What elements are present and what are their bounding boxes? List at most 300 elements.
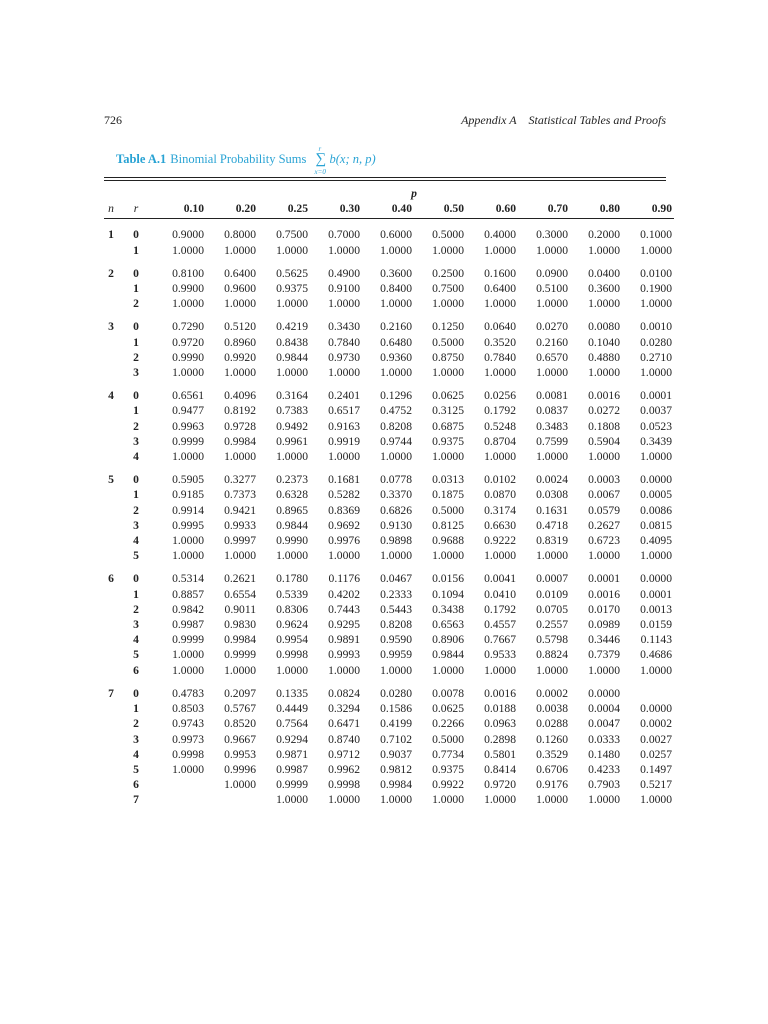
n-cell	[104, 762, 118, 777]
probability-cell: 0.5625	[276, 266, 308, 280]
running-header	[104, 113, 666, 129]
top-rule-double	[104, 180, 666, 181]
n-cell: 5	[108, 473, 114, 487]
r-cell: 7	[133, 793, 139, 807]
probability-cell: 0.1000	[640, 228, 673, 242]
probability-cell: 0.1335	[276, 686, 308, 700]
probability-cell: 0.5801	[484, 747, 516, 761]
r-cell: 0	[133, 228, 139, 242]
probability-cell: 0.3000	[536, 228, 568, 242]
probability-cell: 0.5100	[536, 282, 568, 296]
probability-cell: 0.2333	[380, 587, 412, 601]
probability-cell: 0.2500	[432, 266, 464, 280]
probability-cell: 0.8857	[172, 587, 204, 601]
probability-cell: 0.1600	[484, 266, 516, 280]
probability-cell: 0.4752	[380, 404, 412, 418]
probability-cell: 0.9360	[380, 350, 412, 364]
probability-cell: 0.0007	[536, 572, 568, 586]
r-cell: 4	[133, 747, 139, 761]
probability-cell: 0.6570	[536, 350, 568, 364]
probability-cell: 0.0013	[640, 602, 673, 616]
probability-cell: 0.5767	[224, 702, 256, 716]
probability-cell: 0.3446	[588, 633, 620, 647]
probability-cell: 1.0000	[224, 243, 256, 257]
probability-cell: 0.0001	[588, 572, 620, 586]
probability-cell: 0.6875	[432, 419, 464, 433]
n-cell: 4	[108, 389, 114, 403]
probability-cell: 0.9830	[224, 618, 256, 632]
probability-cell: 0.7443	[328, 602, 360, 616]
p-column-header: 0.60	[495, 202, 516, 216]
r-cell: 4	[133, 633, 139, 647]
probability-cell: 0.9922	[432, 778, 464, 792]
probability-cell: 1.0000	[276, 663, 308, 677]
probability-cell: 0.8704	[484, 434, 516, 448]
probability-cell: 1.0000	[640, 793, 673, 807]
probability-cell: 0.0081	[536, 389, 568, 403]
probability-cell: 0.6000	[380, 228, 412, 242]
probability-cell: 0.3520	[484, 335, 516, 349]
probability-cell: 0.9999	[172, 434, 204, 448]
probability-cell: 0.9844	[276, 350, 308, 364]
probability-cell: 0.9720	[484, 778, 516, 792]
probability-cell: 0.9842	[172, 602, 204, 616]
table-row	[104, 449, 674, 464]
probability-cell: 0.9688	[432, 534, 464, 548]
page-number: 726	[104, 113, 122, 127]
probability-cell: 0.0102	[484, 473, 516, 487]
probability-cell: 1.0000	[484, 297, 516, 311]
probability-cell: 0.1792	[484, 404, 516, 418]
probability-cell: 0.0280	[380, 686, 412, 700]
r-cell: 0	[133, 389, 139, 403]
probability-cell: 0.0523	[640, 419, 673, 433]
probability-cell: 0.1808	[588, 419, 620, 433]
table-row	[104, 792, 674, 807]
n-cell	[104, 792, 118, 807]
r-cell: 5	[133, 549, 139, 563]
r-cell: 2	[133, 350, 139, 364]
probability-cell: 0.2557	[536, 618, 568, 632]
probability-cell: 0.5000	[432, 732, 464, 746]
table-row	[104, 311, 674, 334]
probability-cell: 0.9996	[224, 762, 256, 776]
n-cell	[104, 503, 118, 518]
probability-cell: 0.9100	[328, 282, 360, 296]
probability-cell: 1.0000	[640, 663, 673, 677]
probability-cell: 1.0000	[224, 450, 256, 464]
probability-cell: 0.0400	[588, 266, 620, 280]
r-cell: 1	[133, 335, 139, 349]
probability-cell	[206, 792, 258, 807]
probability-cell: 0.1631	[536, 503, 568, 517]
probability-cell: 0.3294	[328, 702, 360, 716]
table-row	[104, 678, 674, 701]
probability-cell: 0.4449	[276, 702, 308, 716]
n-cell: 2	[108, 266, 114, 280]
probability-cell: 0.7840	[328, 335, 360, 349]
probability-cell: 1.0000	[328, 549, 360, 563]
probability-cell: 1.0000	[536, 663, 568, 677]
probability-cell: 0.3600	[588, 282, 620, 296]
table-caption-text: Binomial Probability Sums	[170, 151, 307, 166]
probability-cell: 0.0002	[640, 717, 673, 731]
probability-cell: 0.8960	[224, 335, 256, 349]
probability-cell: 0.9421	[224, 503, 256, 517]
probability-cell: 0.9998	[328, 778, 360, 792]
probability-cell: 0.0001	[640, 587, 673, 601]
probability-cell: 0.2710	[640, 350, 673, 364]
probability-cell: 1.0000	[588, 297, 620, 311]
probability-cell: 1.0000	[380, 297, 412, 311]
probability-cell: 0.9600	[224, 282, 256, 296]
probability-cell: 0.4095	[640, 534, 673, 548]
probability-cell: 0.7383	[276, 404, 308, 418]
probability-cell: 0.0824	[328, 686, 360, 700]
probability-cell: 1.0000	[536, 366, 568, 380]
probability-cell: 0.4096	[224, 389, 256, 403]
probability-cell: 0.4686	[640, 648, 673, 662]
r-cell: 2	[133, 419, 139, 433]
probability-cell: 0.9744	[380, 434, 412, 448]
r-cell: 6	[133, 778, 139, 792]
probability-cell: 0.3439	[640, 434, 673, 448]
table-caption	[116, 145, 376, 181]
probability-cell: 0.0870	[484, 488, 516, 502]
probability-cell: 0.0067	[588, 488, 620, 502]
n-cell	[104, 296, 118, 311]
table-row	[104, 258, 674, 281]
probability-cell: 0.9130	[380, 518, 412, 532]
probability-cell: 0.2160	[536, 335, 568, 349]
probability-cell: 0.9176	[536, 778, 568, 792]
table-row	[104, 602, 674, 617]
table-row	[104, 701, 674, 716]
probability-cell: 0.9961	[276, 434, 308, 448]
probability-cell: 0.9477	[172, 404, 204, 418]
probability-cell: 0.9720	[172, 335, 204, 349]
r-cell: 5	[133, 648, 139, 662]
probability-cell: 1.0000	[328, 297, 360, 311]
table-row	[104, 548, 674, 563]
probability-cell: 1.0000	[172, 663, 204, 677]
probability-cell: 1.0000	[380, 243, 412, 257]
probability-cell: 0.6826	[380, 503, 412, 517]
probability-cell: 1.0000	[484, 793, 516, 807]
running-title	[461, 113, 666, 128]
r-cell: 3	[133, 518, 139, 532]
probability-cell: 1.0000	[588, 450, 620, 464]
table-row	[104, 380, 674, 403]
r-cell: 3	[133, 732, 139, 746]
probability-cell: 0.9692	[328, 518, 360, 532]
probability-cell: 1.0000	[640, 549, 673, 563]
probability-cell: 0.0625	[432, 702, 464, 716]
probability-cell: 0.0080	[588, 320, 620, 334]
r-cell: 2	[133, 297, 139, 311]
probability-cell: 1.0000	[224, 663, 256, 677]
probability-cell: 0.2898	[484, 732, 516, 746]
probability-cell: 0.9973	[172, 732, 204, 746]
r-cell: 4	[133, 534, 139, 548]
probability-cell: 1.0000	[172, 648, 204, 662]
probability-cell: 1.0000	[172, 366, 204, 380]
probability-cell: 0.0109	[536, 587, 568, 601]
probability-cell: 0.4783	[172, 686, 204, 700]
table-row	[104, 219, 674, 243]
probability-cell: 0.9987	[172, 618, 204, 632]
r-cell: 1	[133, 702, 139, 716]
probability-cell: 0.0313	[432, 473, 464, 487]
probability-cell: 0.0100	[640, 266, 673, 280]
running-title-section: Statistical Tables and Proofs	[528, 113, 666, 127]
r-cell: 3	[133, 434, 139, 448]
probability-cell: 0.8125	[432, 518, 464, 532]
summation-function: b(x; n, p)	[329, 151, 376, 166]
probability-cell: 0.9898	[380, 534, 412, 548]
probability-cell: 0.9990	[172, 350, 204, 364]
probability-cell: 0.9976	[328, 534, 360, 548]
probability-cell: 0.2000	[588, 228, 620, 242]
table-caption-label: Table A.1	[116, 151, 167, 166]
probability-cell: 0.1586	[380, 702, 412, 716]
probability-cell: 0.8306	[276, 602, 308, 616]
probability-cell: 0.9294	[276, 732, 308, 746]
probability-cell: 0.5000	[432, 335, 464, 349]
probability-cell: 0.6517	[328, 404, 360, 418]
probability-cell: 0.8100	[172, 266, 204, 280]
probability-cell: 1.0000	[276, 450, 308, 464]
probability-cell: 0.9984	[224, 434, 256, 448]
probability-cell: 0.9919	[328, 434, 360, 448]
table-row	[104, 663, 674, 678]
table-body	[104, 219, 674, 808]
probability-cell: 1.0000	[380, 366, 412, 380]
probability-cell: 1.0000	[172, 534, 204, 548]
probability-cell: 0.1875	[432, 488, 464, 502]
probability-cell: 0.3600	[380, 266, 412, 280]
probability-cell: 0.0024	[536, 473, 568, 487]
probability-cell: 0.3430	[328, 320, 360, 334]
probability-cell	[154, 777, 206, 792]
probability-cell: 0.0272	[588, 404, 620, 418]
probability-cell: 1.0000	[224, 297, 256, 311]
probability-cell: 0.2627	[588, 518, 620, 532]
probability-cell: 1.0000	[172, 297, 204, 311]
probability-cell: 0.0159	[640, 618, 673, 632]
probability-cell: 1.0000	[640, 297, 673, 311]
probability-cell: 0.0016	[588, 587, 620, 601]
n-cell	[104, 243, 118, 258]
probability-cell: 0.4219	[276, 320, 308, 334]
probability-cell: 0.0000	[640, 473, 673, 487]
probability-cell: 1.0000	[276, 549, 308, 563]
r-cell: 2	[133, 602, 139, 616]
probability-cell: 0.0156	[432, 572, 464, 586]
probability-cell: 0.6706	[536, 762, 568, 776]
probability-cell: 0.1176	[328, 572, 360, 586]
probability-cell: 0.9984	[224, 633, 256, 647]
probability-cell: 0.0705	[536, 602, 568, 616]
probability-cell: 0.9375	[432, 762, 464, 776]
probability-cell: 0.0900	[536, 266, 568, 280]
probability-cell: 1.0000	[432, 549, 464, 563]
r-cell: 0	[133, 572, 139, 586]
probability-cell: 0.6400	[224, 266, 256, 280]
probability-cell: 0.8000	[224, 228, 256, 242]
probability-cell: 1.0000	[276, 243, 308, 257]
table-row	[104, 464, 674, 487]
p-column-header: 0.10	[183, 202, 204, 216]
probability-cell: 0.5443	[380, 602, 412, 616]
probability-cell: 0.0038	[536, 702, 568, 716]
probability-cell: 0.5798	[536, 633, 568, 647]
probability-cell: 0.0256	[484, 389, 516, 403]
probability-cell: 0.0047	[588, 717, 620, 731]
probability-cell: 0.4880	[588, 350, 620, 364]
probability-cell: 1.0000	[172, 762, 204, 776]
probability-cell: 0.0000	[640, 572, 673, 586]
probability-cell: 1.0000	[588, 793, 620, 807]
probability-cell: 1.0000	[380, 793, 412, 807]
n-cell	[104, 632, 118, 647]
probability-cell: 0.0000	[640, 702, 673, 716]
probability-cell: 1.0000	[172, 549, 204, 563]
probability-cell: 1.0000	[640, 243, 673, 257]
n-cell	[104, 716, 118, 731]
probability-cell: 0.9954	[276, 633, 308, 647]
n-cell	[104, 602, 118, 617]
n-cell	[104, 434, 118, 449]
n-cell	[104, 335, 118, 350]
probability-cell: 1.0000	[432, 366, 464, 380]
table-row	[104, 487, 674, 502]
probability-cell: 0.9375	[432, 434, 464, 448]
probability-cell: 0.0333	[588, 732, 620, 746]
probability-cell: 0.9995	[172, 518, 204, 532]
probability-cell: 0.0625	[432, 389, 464, 403]
table-row	[104, 777, 674, 792]
p-column-header: 0.50	[443, 202, 464, 216]
probability-cell: 0.0257	[640, 747, 673, 761]
n-cell	[104, 403, 118, 418]
probability-cell: 0.9222	[484, 534, 516, 548]
probability-cell: 0.0188	[484, 702, 516, 716]
probability-cell: 0.0579	[588, 503, 620, 517]
probability-cell: 1.0000	[276, 793, 308, 807]
probability-cell: 1.0000	[484, 450, 516, 464]
probability-cell: 1.0000	[328, 450, 360, 464]
probability-cell: 1.0000	[172, 243, 204, 257]
probability-cell: 0.8520	[224, 717, 256, 731]
running-title-appendix: Appendix A	[461, 113, 517, 127]
probability-cell: 0.9728	[224, 419, 256, 433]
probability-cell: 0.3164	[276, 389, 308, 403]
probability-cell: 0.8414	[484, 762, 516, 776]
probability-cell: 0.6630	[484, 518, 516, 532]
probability-cell: 0.1260	[536, 732, 568, 746]
probability-cell: 0.9712	[328, 747, 360, 761]
probability-cell: 1.0000	[380, 549, 412, 563]
probability-cell: 0.9990	[276, 534, 308, 548]
probability-cell: 1.0000	[536, 243, 568, 257]
probability-cell: 0.5904	[588, 434, 620, 448]
summation-lower-limit: x=0	[314, 168, 326, 176]
probability-cell: 0.1681	[328, 473, 360, 487]
n-cell	[104, 701, 118, 716]
probability-cell: 0.2266	[432, 717, 464, 731]
probability-cell: 0.9998	[276, 648, 308, 662]
probability-cell: 1.0000	[432, 450, 464, 464]
probability-cell: 0.8740	[328, 732, 360, 746]
n-cell	[104, 281, 118, 296]
p-header-row	[104, 186, 674, 201]
probability-cell: 0.7734	[432, 747, 464, 761]
probability-cell: 0.5000	[432, 503, 464, 517]
probability-cell: 0.7840	[484, 350, 516, 364]
n-cell	[104, 548, 118, 563]
probability-cell: 0.0001	[640, 389, 673, 403]
probability-cell: 0.4557	[484, 618, 516, 632]
probability-cell: 0.0640	[484, 320, 516, 334]
probability-cell: 0.9011	[224, 602, 256, 616]
probability-cell: 0.1250	[432, 320, 464, 334]
r-cell: 3	[133, 618, 139, 632]
probability-cell: 1.0000	[588, 243, 620, 257]
probability-cell: 0.1143	[640, 633, 673, 647]
probability-cell: 0.7599	[536, 434, 568, 448]
table-row	[104, 335, 674, 350]
probability-cell: 1.0000	[380, 450, 412, 464]
probability-cell: 1.0000	[224, 549, 256, 563]
r-cell: 2	[133, 717, 139, 731]
r-cell: 1	[133, 282, 139, 296]
table-row	[104, 243, 674, 258]
p-column-header: 0.90	[651, 202, 673, 216]
n-cell	[104, 419, 118, 434]
probability-cell: 1.0000	[224, 366, 256, 380]
probability-cell: 0.9900	[172, 282, 204, 296]
probability-cell: 1.0000	[276, 366, 308, 380]
probability-cell: 0.9163	[328, 419, 360, 433]
probability-cell: 0.2621	[224, 572, 256, 586]
probability-cell: 0.0016	[484, 686, 516, 700]
probability-cell: 0.8208	[380, 618, 412, 632]
p-header-label: p	[411, 187, 417, 200]
probability-cell: 0.9844	[432, 648, 464, 662]
sigma-icon: ∑	[315, 151, 327, 167]
probability-cell: 0.0002	[536, 686, 568, 700]
table-row	[104, 350, 674, 365]
probability-cell: 0.8400	[380, 282, 412, 296]
probability-cell: 0.3277	[224, 473, 256, 487]
probability-cell: 0.7373	[224, 488, 256, 502]
probability-cell: 1.0000	[328, 793, 360, 807]
probability-cell: 0.5000	[432, 228, 464, 242]
probability-cell: 1.0000	[380, 663, 412, 677]
n-cell	[104, 350, 118, 365]
probability-cell: 0.9871	[276, 747, 308, 761]
probability-cell: 0.0410	[484, 587, 516, 601]
probability-cell: 0.1094	[432, 587, 464, 601]
probability-cell: 0.1792	[484, 602, 516, 616]
probability-cell: 0.9730	[328, 350, 360, 364]
table-row	[104, 281, 674, 296]
probability-cell: 0.9533	[484, 648, 516, 662]
table-row	[104, 296, 674, 311]
probability-cell: 0.0037	[640, 404, 673, 418]
n-cell	[104, 533, 118, 548]
